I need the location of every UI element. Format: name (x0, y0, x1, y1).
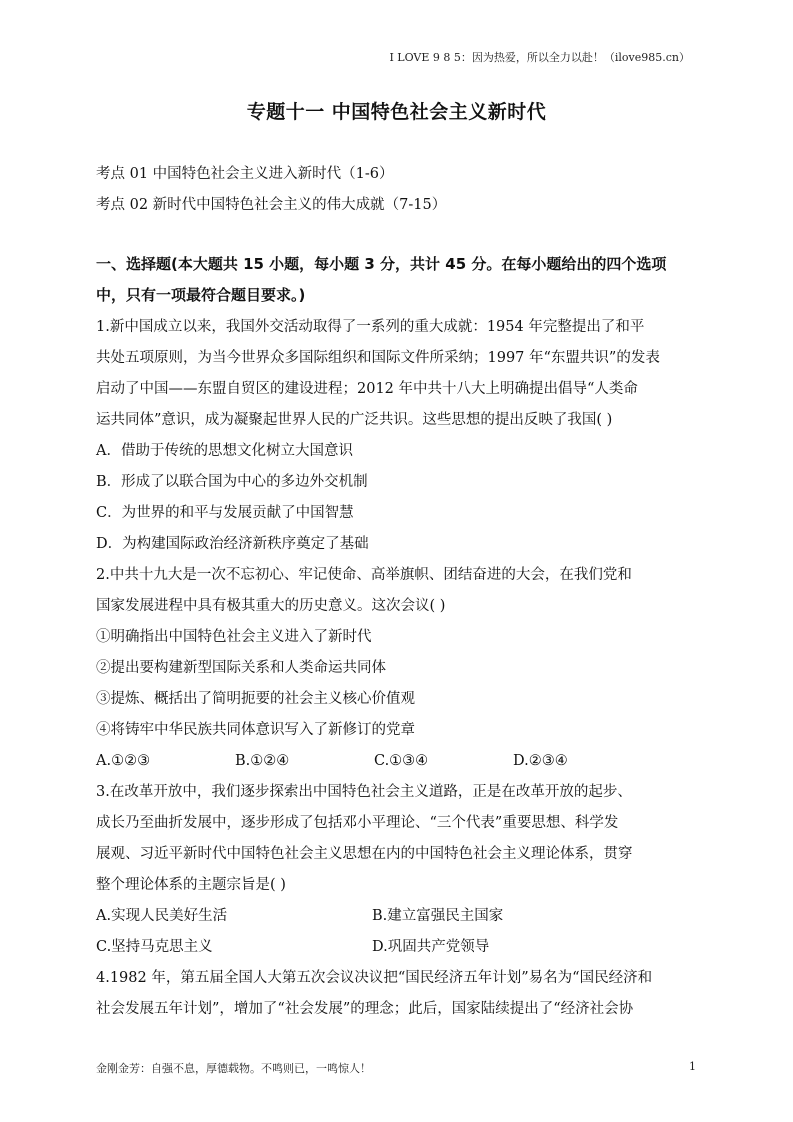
section-heading: 中，只有一项最符合题目要求。) (96, 286, 306, 304)
topic-line: 考点 01 中国特色社会主义进入新时代（1-6） (96, 166, 394, 182)
topic-line: 考点 02 新时代中国特色社会主义的伟大成就（7-15） (96, 197, 447, 213)
question-2-option-c: C.①③④ (374, 753, 429, 769)
question-3-text: 成长乃至曲折发展中，逐步形成了包括邓小平理论、“三个代表”重要思想、科学发 (96, 815, 619, 831)
question-3-options-row (96, 906, 696, 926)
question-3-text: 整个理论体系的主题宗旨是( ) (96, 877, 286, 893)
question-1-option-b: B．形成了以联合国为中心的多边外交机制 (96, 474, 368, 490)
question-1-text: 启动了中国——东盟自贸区的建设进程；2012 年中共十八大上明确提出倡导“人类命 (96, 381, 638, 397)
question-3-options-row (96, 937, 696, 957)
question-2-item: ②提出要构建新型国际关系和人类命运共同体 (96, 660, 386, 676)
question-3-option-d: D.巩固共产党领导 (372, 939, 490, 955)
question-4-text: 社会发展五年计划”，增加了“社会发展”的理念；此后，国家陆续提出了“经济社会协 (96, 1001, 634, 1017)
question-2-text: 2.中共十九大是一次不忘初心、牢记使命、高举旗帜、团结奋进的大会，在我们党和 (96, 567, 632, 583)
footer-note: 金刚金芳：自强不息，厚德载物。不鸣则已，一鸣惊人！ (96, 1062, 371, 1075)
question-2-option-d: D.②③④ (513, 753, 568, 769)
question-2-item: ④将铸牢中华民族共同体意识写入了新修订的党章 (96, 722, 415, 738)
question-1-option-c: C．为世界的和平与发展贡献了中国智慧 (96, 505, 354, 521)
section-heading: 一、选择题(本大题共 15 小题，每小题 3 分，共计 45 分。在每小题给出的四个选项 (96, 255, 667, 273)
question-3-text: 3.在改革开放中，我们逐步探索出中国特色社会主义道路，正是在改革开放的起步、 (96, 784, 632, 800)
question-1-option-a: A．借助于传统的思想文化树立大国意识 (96, 443, 353, 459)
question-3-option-c: C.坚持马克思主义 (96, 939, 213, 955)
page-title: 专题十一 中国特色社会主义新时代 (246, 101, 547, 123)
header-note: I LOVE 9 8 5：因为热爱，所以全力以赴！（ilove985.cn） (389, 51, 690, 64)
question-2-options (96, 751, 696, 771)
question-2-item: ①明确指出中国特色社会主义进入了新时代 (96, 629, 372, 645)
question-2-text: 国家发展进程中具有极其重大的历史意义。这次会议( ) (96, 598, 446, 614)
question-1-text: 运共同体”意识，成为凝聚起世界人民的广泛共识。这些思想的提出反映了我国( ) (96, 412, 613, 428)
question-3-text: 展观、习近平新时代中国特色社会主义思想在内的中国特色社会主义理论体系，贯穿 (96, 846, 633, 862)
page-number: 1 (689, 1060, 696, 1073)
question-2-option-a: A.①②③ (96, 753, 151, 769)
question-1-option-d: D．为构建国际政治经济新秩序奠定了基础 (96, 536, 369, 552)
question-3-option-a: A.实现人民美好生活 (96, 908, 228, 924)
question-4-text: 4.1982 年，第五届全国人大第五次会议决议把“国民经济五年计划”易名为“国民经济和 (96, 970, 653, 986)
question-2-option-b: B.①②④ (235, 753, 290, 769)
question-1-text: 共处五项原则，为当今世界众多国际组织和国际文件所采纳；1997 年“东盟共识”的发表 (96, 350, 660, 366)
question-1-text: 1.新中国成立以来，我国外交活动取得了一系列的重大成就：1954 年完整提出了和平 (96, 319, 645, 335)
question-3-option-b: B.建立富强民主国家 (372, 908, 504, 924)
question-2-item: ③提炼、概括出了简明扼要的社会主义核心价值观 (96, 691, 415, 707)
